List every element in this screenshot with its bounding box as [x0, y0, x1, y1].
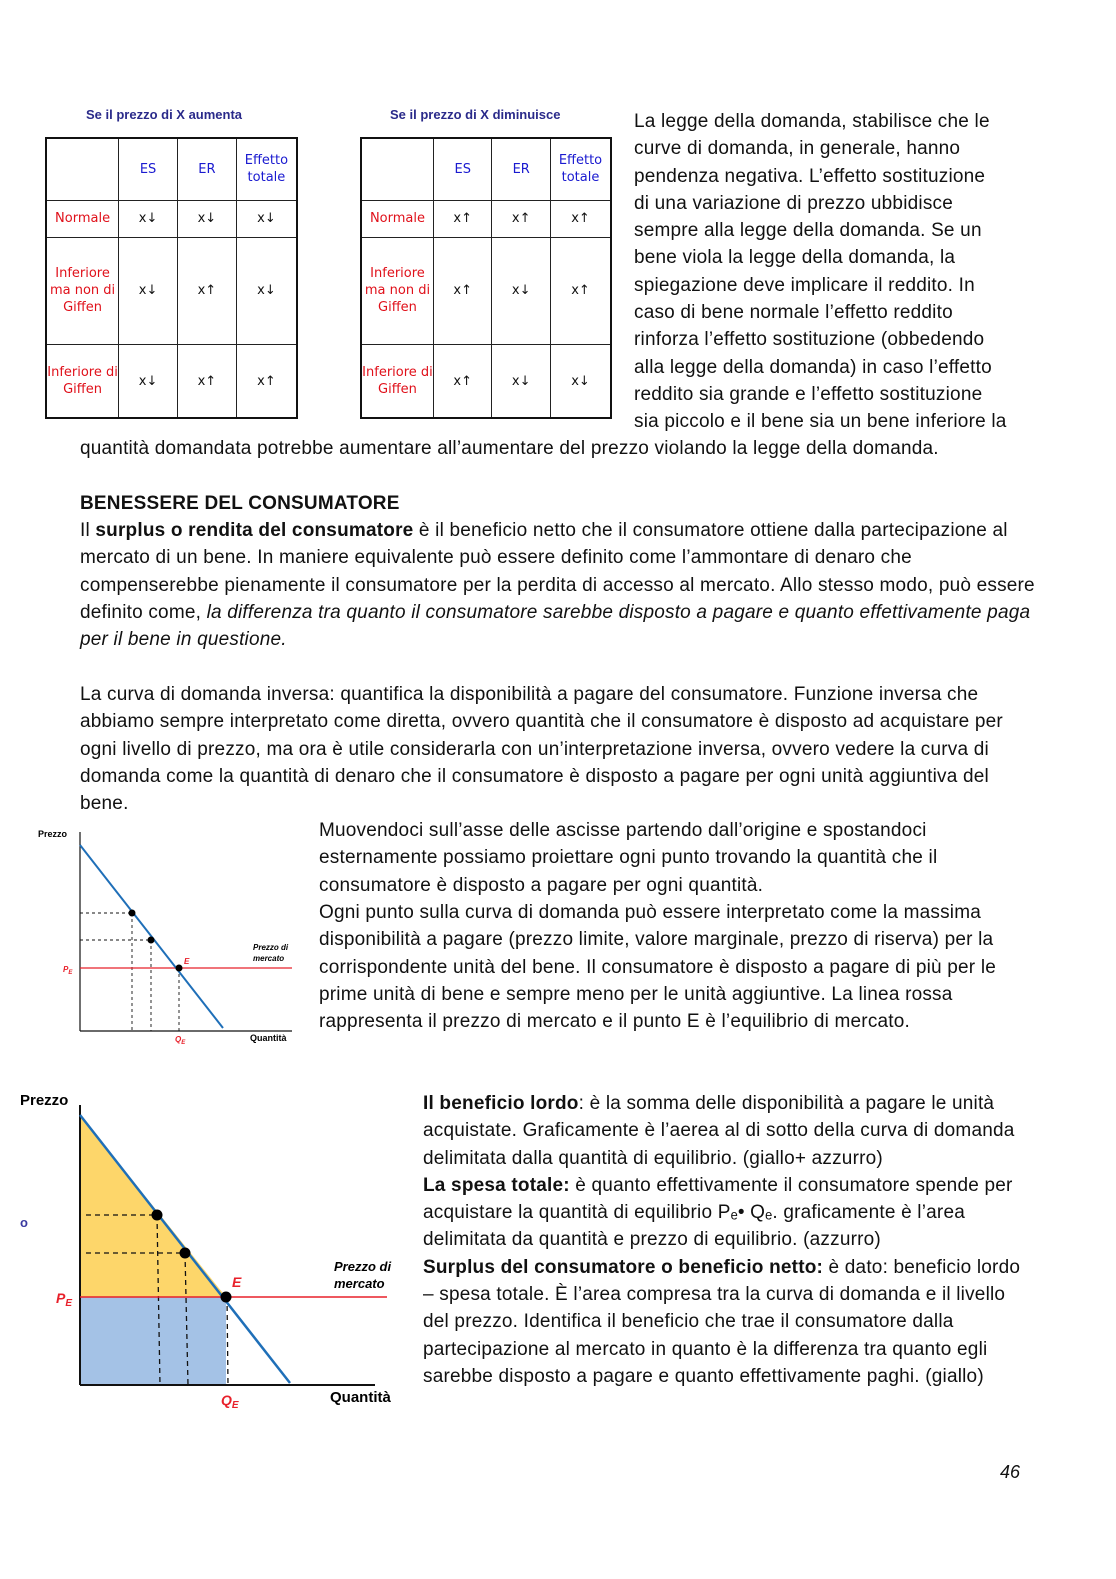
- text-line: rinforza l’effetto sostituzione (obbedendo: [634, 329, 985, 351]
- x-axis-label: Quantità: [250, 1033, 287, 1043]
- market-price-label: Prezzo di: [253, 943, 289, 952]
- column-header: ES: [119, 138, 178, 200]
- table-row: [46, 237, 297, 344]
- text: è il beneficio netto che il consumatore ottiene dalla partecipazione al mercato di un bene. In maniere equivalente può essere definito come l’ammontare di denaro che compenserebbe pienamente il consumatore per la perdita di accesso al mercato. Allo stesso modo, può essere definito come,: [80, 520, 1035, 623]
- text-line: sia piccolo e il bene sia un bene inferiore la: [634, 411, 1007, 433]
- term: Il beneficio lordo: [423, 1093, 579, 1114]
- qe-label: $Q_E$: [175, 1035, 186, 1046]
- table-cell: x↑: [433, 237, 492, 344]
- text: Il: [80, 520, 96, 541]
- surplus-chart: [0, 1080, 420, 1420]
- text: è dato: beneficio lordo – spesa totale. È l’area compresa tra la curva di domanda e il livello del prezzo. Identifica il beneficio che trae il consumatore dalla partecipazione al mercato in quanto è la differenza tra quanto egli sarebbe disposto a pagare e quanto effettivamente paghi. (giallo): [423, 1256, 1021, 1387]
- definition-total-spending: [423, 1172, 1033, 1254]
- column-header: Effetto totale: [236, 138, 297, 200]
- market-price-label: mercato: [253, 954, 285, 963]
- row-label: Normale: [46, 200, 119, 237]
- table-cell: x↑: [550, 200, 611, 237]
- text-line: spiegazione deve implicare il reddito. In: [634, 274, 975, 296]
- text-line: di una variazione di prezzo ubbidisce: [634, 192, 953, 214]
- table-cell: x↑: [177, 345, 236, 418]
- points-paragraph: Ogni punto sulla curva di domanda può essere interpretato come la massima disponibilità a pagare (prezzo limite, valore marginale, prezzo di riserva) per la corrispondente unità del bene. Il consumatore è disposto a pagare di più per le prime unità di bene e sempre meno per le unità aggiuntive. La linea rossa rappresenta il prezzo di mercato e il punto E è l’equilibrio di mercato.: [319, 902, 997, 1033]
- intro-paragraph: [634, 108, 1054, 436]
- pe-label: $P_E$: [56, 1290, 73, 1309]
- table-cell: x↓: [119, 345, 178, 418]
- market-price-label: mercato: [334, 1276, 385, 1291]
- column-header: [46, 138, 119, 200]
- text-line: La legge della domanda, stabilisce che le: [634, 111, 990, 132]
- surplus-paragraph: [80, 517, 1035, 653]
- page-number: 46: [1000, 1462, 1021, 1482]
- table-row: [46, 200, 297, 237]
- y-axis-label: Prezzo: [38, 829, 68, 839]
- text-line: sempre alla legge della domanda. Se un: [634, 220, 982, 242]
- text: è quanto effettivamente il consumatore spende per acquistare la quantità di equilibrio Pₑ• Qₑ. graficamente è l’area delimitata da quantità e prezzo di equilibrio. (azzurro): [423, 1174, 1013, 1251]
- table-cell: x↑: [177, 237, 236, 344]
- projection-lines: [80, 913, 179, 1031]
- y-axis-label: Prezzo: [20, 1092, 69, 1109]
- row-label: Inferiore di Giffen: [46, 345, 119, 418]
- demand-point: [148, 937, 155, 944]
- table-cell: x↓: [492, 345, 551, 418]
- e-label: E: [232, 1274, 242, 1290]
- column-header: ER: [177, 138, 236, 200]
- text-line: caso di bene normale l’effetto reddito: [634, 302, 953, 324]
- definition-gross-benefit: [423, 1090, 1033, 1172]
- text-line: reddito sia grande e l’effetto sostituzione: [634, 383, 983, 405]
- table-cell: x↓: [119, 237, 178, 344]
- inverse-demand-paragraph: La curva di domanda inversa: quantifica la disponibilità a pagare del consumatore. Funzione inversa che abbiamo sempre interpretato come diretta, ovvero quantità che il consumatore è disposto ad acquistare per ogni livello di prezzo, ma ora è utile considerarla con un’interpretazione inversa, ovvero vedere la curva di domanda come la quantità di denaro che il consumatore è disposto a pagare per ogni unità aggiuntiva del bene.: [80, 684, 1003, 815]
- row-label: Normale: [361, 200, 433, 237]
- x-axis-label: Quantità: [330, 1389, 391, 1406]
- column-header: [361, 138, 433, 200]
- table-row: [361, 345, 611, 418]
- text-line: pendenza negativa. L’effetto sostituzione: [634, 165, 986, 187]
- text: : è la somma delle disponibilità a pagare le unità acquistate. Graficamente è l’aerea al di sotto della curva di domanda delimitata dalla quantità di equilibrio. (giallo+ azzurro): [423, 1093, 1015, 1169]
- text-line: curve di domanda, in generale, hanno: [634, 138, 961, 160]
- table-cell: x↓: [119, 200, 178, 237]
- table-cell: x↓: [236, 200, 297, 237]
- row-label: Inferiore ma non di Giffen: [46, 237, 119, 344]
- demand-point: [152, 1210, 163, 1221]
- demand-point: [180, 1248, 191, 1259]
- table-cell: x↑: [433, 200, 492, 237]
- term: La spesa totale:: [423, 1174, 570, 1196]
- section-title: BENESSERE DEL CONSUMATORE: [80, 493, 400, 514]
- row-label: Inferiore ma non di Giffen: [361, 237, 433, 344]
- term: Surplus del consumatore o beneficio netto:: [423, 1256, 824, 1278]
- definitions: [423, 1090, 1033, 1390]
- equilibrium-point: [221, 1292, 232, 1303]
- table-caption: Se il prezzo di X aumenta: [86, 107, 243, 122]
- definition-consumer-surplus: [423, 1254, 1033, 1390]
- equilibrium-point: [176, 965, 183, 972]
- table-row: [361, 237, 611, 344]
- table-row: [361, 200, 611, 237]
- table-row: [46, 345, 297, 418]
- table-cell: x↓: [236, 237, 297, 344]
- table-header-row: [361, 138, 611, 200]
- table-cell: x↑: [236, 345, 297, 418]
- intro-paragraph-end: quantità domandata potrebbe aumentare all’aumentare del prezzo violando la legge della domanda.: [80, 438, 939, 459]
- table-cell: x↑: [433, 345, 492, 418]
- column-header: ES: [433, 138, 492, 200]
- e-label: E: [184, 957, 190, 966]
- table-cell: x↓: [177, 200, 236, 237]
- row-label: Inferiore di Giffen: [361, 345, 433, 418]
- table-cell: x↓: [550, 345, 611, 418]
- text-line: bene viola la legge della domanda, la: [634, 247, 956, 269]
- table-cell: x↑: [550, 237, 611, 344]
- text-line: alla legge della domanda) in caso l’effetto: [634, 356, 992, 378]
- market-price-label: Prezzo di: [334, 1259, 392, 1274]
- demand-point: [129, 910, 136, 917]
- term: surplus o rendita del consumatore: [95, 520, 414, 541]
- column-header: Effetto totale: [550, 138, 611, 200]
- total-spending-area: [80, 1297, 226, 1385]
- pe-label: $P_E$: [63, 965, 73, 976]
- table-header-row: [46, 138, 297, 200]
- moving-paragraph: Muovendoci sull’asse delle ascisse partendo dall’origine e spostandoci esternamente possiamo proiettare ogni punto trovando la quantità che il consumatore è disposto a pagare per ogni quantità.: [319, 820, 938, 896]
- effects-table-increase: [45, 137, 298, 419]
- stray-letter: o: [20, 1215, 28, 1230]
- definition-italic: la differenza tra quanto il consumatore sarebbe disposto a pagare e quanto effettivamente paga per il bene in questione.: [80, 601, 1031, 651]
- table-cell: x↑: [492, 200, 551, 237]
- effects-table-decrease: [360, 137, 612, 419]
- demand-curve: [80, 845, 223, 1028]
- column-header: ER: [492, 138, 551, 200]
- table-cell: x↓: [492, 237, 551, 344]
- qe-label: $Q_E$: [221, 1392, 239, 1411]
- demand-chart-small: [30, 820, 310, 1055]
- table-caption: Se il prezzo di X diminuisce: [390, 107, 561, 122]
